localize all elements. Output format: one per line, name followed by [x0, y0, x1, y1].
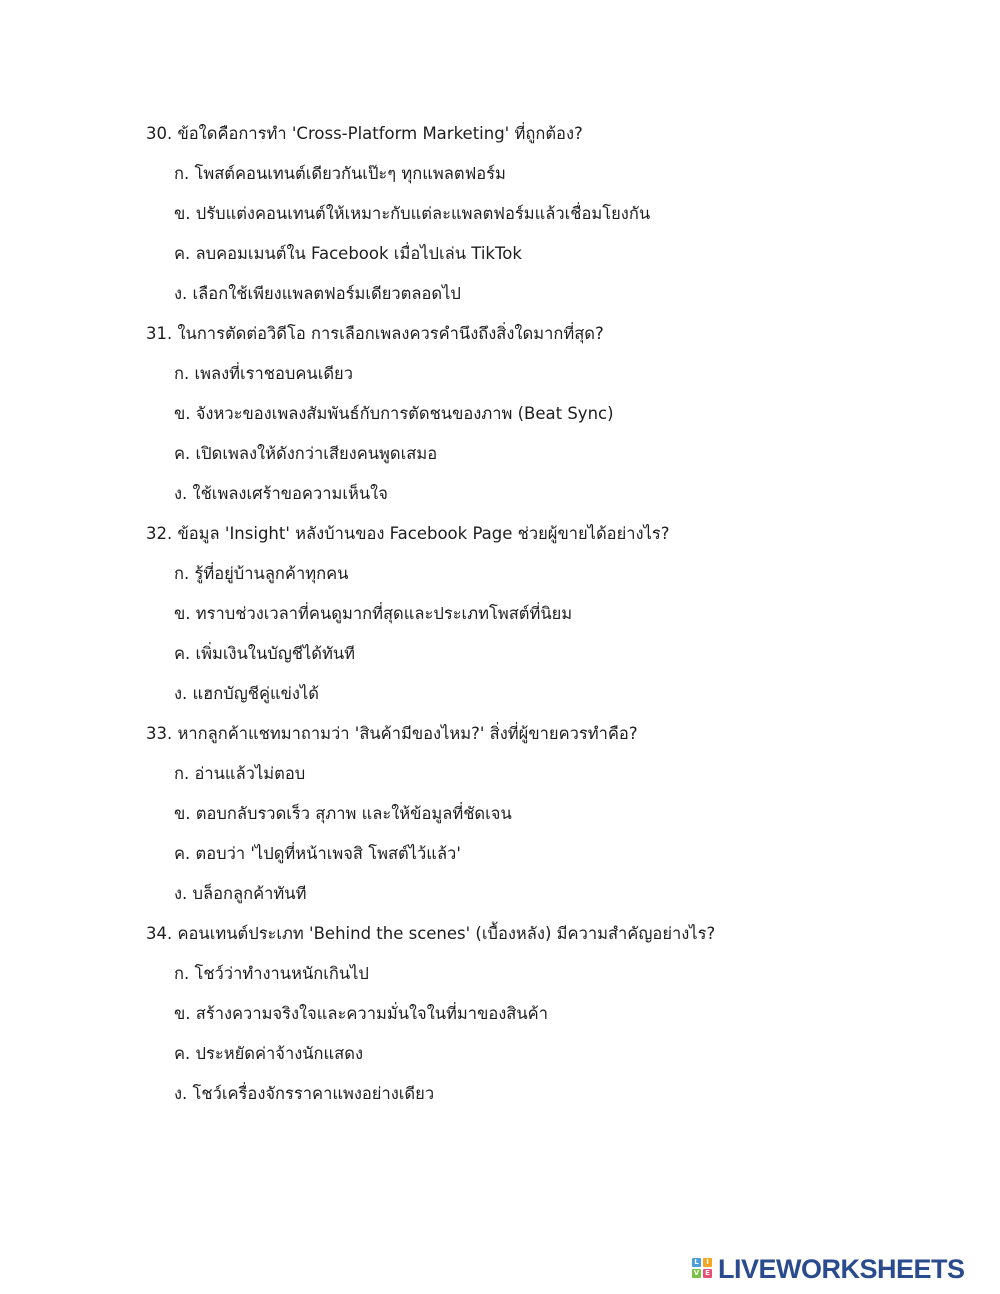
- option-30-b: ข. ปรับแต่งคอนเทนต์ให้เหมาะกับแต่ละแพลตฟอร์มแล้วเชื่อมโยงกัน: [174, 204, 651, 223]
- option-31-c: ค. เปิดเพลงให้ดังกว่าเสียงคนพูดเสมอ: [174, 444, 438, 463]
- question-31: 31. ในการตัดต่อวิดีโอ การเลือกเพลงควรคำนึงถึงสิ่งใดมากที่สุด?: [146, 324, 604, 343]
- option-32-a: ก. รู้ที่อยู่บ้านลูกค้าทุกคน: [174, 564, 349, 583]
- logo-tile-i: I: [703, 1258, 712, 1267]
- option-31-b: ข. จังหวะของเพลงสัมพันธ์กับการตัดชนของภาพ (Beat Sync): [174, 404, 614, 423]
- option-30-a: ก. โพสต์คอนเทนต์เดียวกันเป๊ะๆ ทุกแพลตฟอร์ม: [174, 164, 506, 183]
- liveworksheets-logo-text: LIVEWORKSHEETS: [718, 1253, 965, 1284]
- option-31-a: ก. เพลงที่เราชอบคนเดียว: [174, 364, 353, 383]
- question-33: 33. หากลูกค้าแชทมาถามว่า 'สินค้ามีของไหม?' สิ่งที่ผู้ขายควรทำคือ?: [146, 724, 638, 743]
- option-33-d: ง. บล็อกลูกค้าทันที: [174, 884, 307, 903]
- liveworksheets-logo: [692, 1254, 992, 1284]
- option-34-d: ง. โชว์เครื่องจักรราคาแพงอย่างเดียว: [174, 1084, 435, 1103]
- option-33-a: ก. อ่านแล้วไม่ตอบ: [174, 764, 306, 783]
- option-30-c: ค. ลบคอมเมนต์ใน Facebook เมื่อไปเล่น TikTok: [174, 244, 522, 263]
- option-33-b: ข. ตอบกลับรวดเร็ว สุภาพ และให้ข้อมูลที่ชัดเจน: [174, 804, 512, 823]
- logo-tile-e: E: [703, 1269, 712, 1278]
- logo-tile-l: L: [692, 1258, 701, 1267]
- option-31-d: ง. ใช้เพลงเศร้าขอความเห็นใจ: [174, 484, 388, 503]
- question-34: 34. คอนเทนต์ประเภท 'Behind the scenes' (เบื้องหลัง) มีความสำคัญอย่างไร?: [146, 924, 716, 943]
- option-34-b: ข. สร้างความจริงใจและความมั่นใจในที่มาของสินค้า: [174, 1004, 548, 1023]
- question-30: 30. ข้อใดคือการทำ 'Cross-Platform Marketing' ที่ถูกต้อง?: [146, 124, 583, 143]
- option-32-b: ข. ทราบช่วงเวลาที่คนดูมากที่สุดและประเภทโพสต์ที่นิยม: [174, 604, 573, 623]
- option-33-c: ค. ตอบว่า 'ไปดูที่หน้าเพจสิ โพสต์ไว้แล้ว': [174, 844, 461, 863]
- option-34-c: ค. ประหยัดค่าจ้างนักแสดง: [174, 1044, 364, 1063]
- question-32: 32. ข้อมูล 'Insight' หลังบ้านของ Facebook Page ช่วยผู้ขายได้อย่างไร?: [146, 524, 670, 543]
- option-32-d: ง. แฮกบัญชีคู่แข่งได้: [174, 684, 319, 703]
- option-34-a: ก. โชว์ว่าทำงานหนักเกินไป: [174, 964, 369, 983]
- option-30-d: ง. เลือกใช้เพียงแพลตฟอร์มเดียวตลอดไป: [174, 284, 461, 303]
- logo-tile-v: V: [693, 1269, 700, 1277]
- option-32-c: ค. เพิ่มเงินในบัญชีได้ทันที: [174, 644, 356, 663]
- liveworksheets-logo-icon: [692, 1258, 714, 1280]
